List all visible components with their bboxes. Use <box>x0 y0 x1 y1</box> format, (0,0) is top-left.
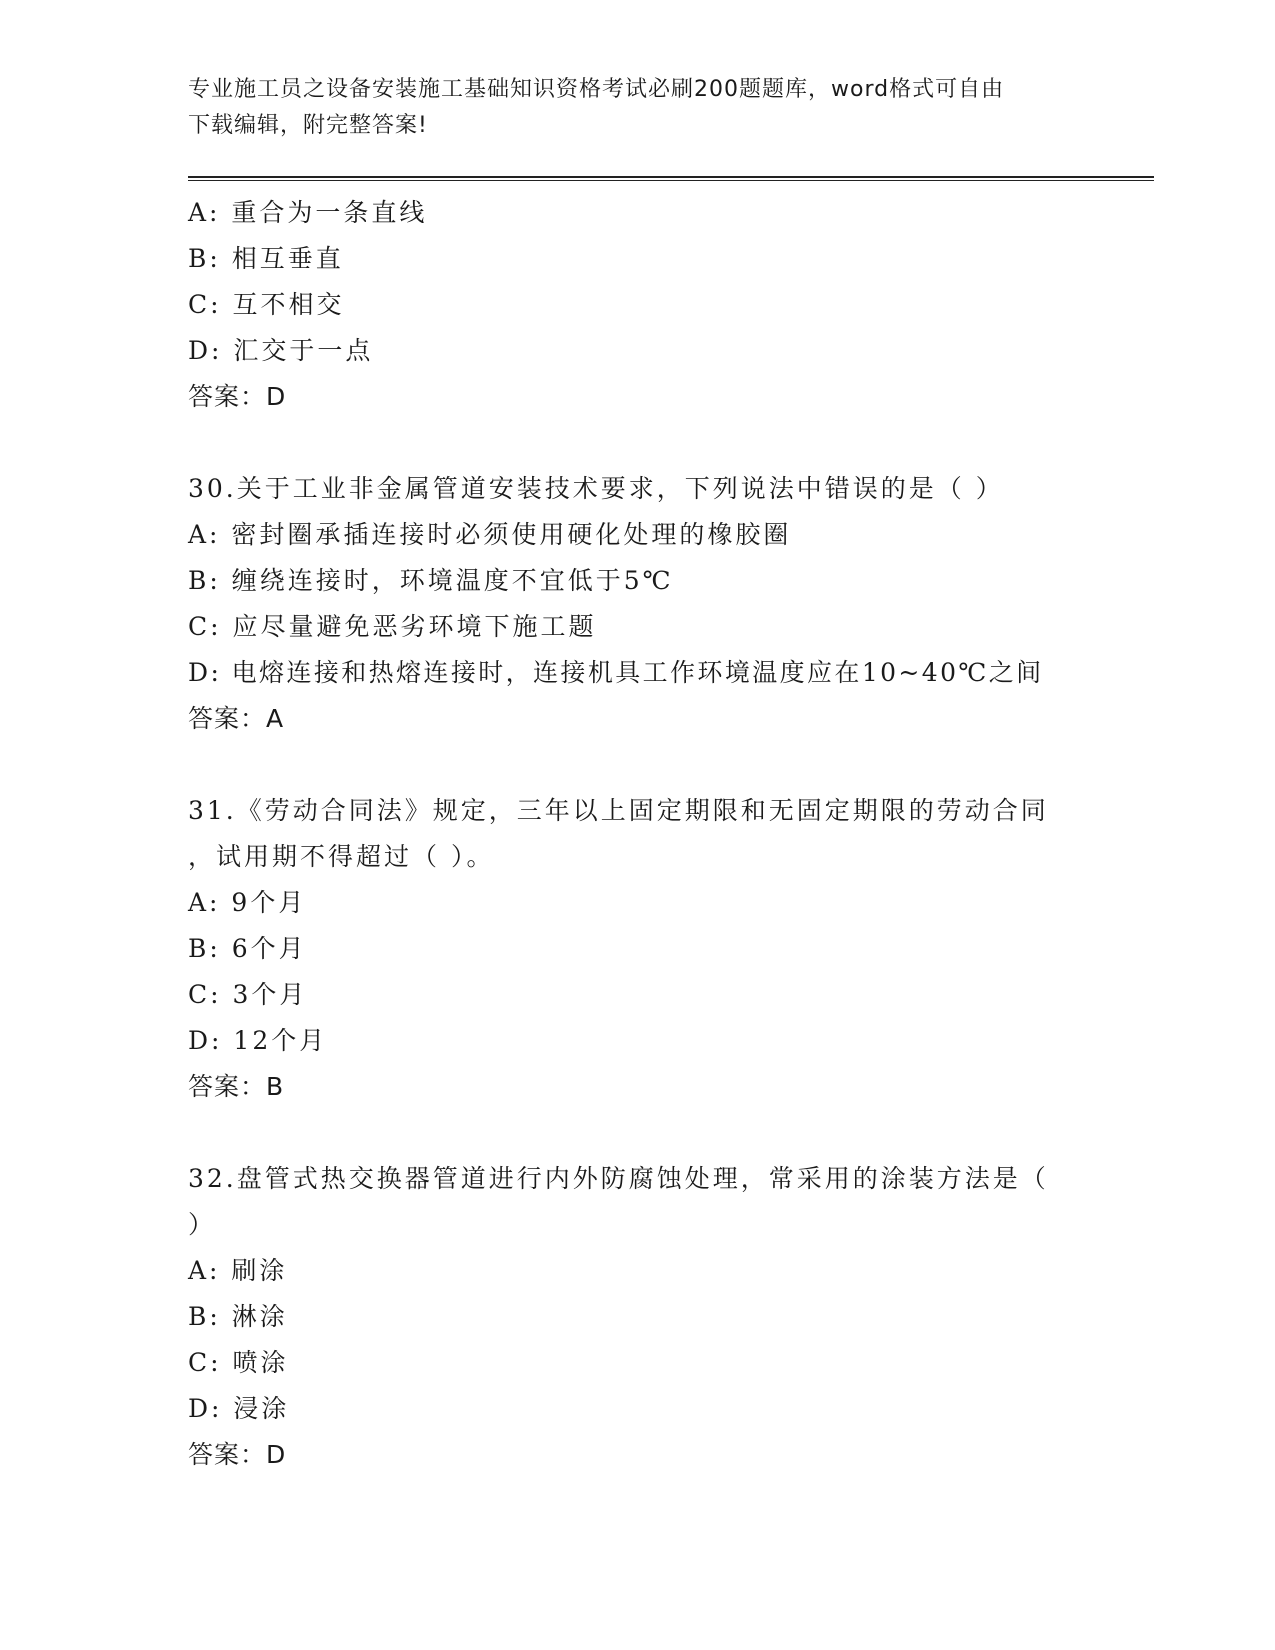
answer-line: 答案：B <box>188 1072 285 1101</box>
option-c: C: 3个月 <box>188 980 308 1009</box>
question-32 <box>188 1156 1088 1478</box>
option-b: B: 淋涂 <box>188 1302 288 1331</box>
question-stem: 31.《劳动合同法》规定，三年以上固定期限和无固定期限的劳动合同 <box>188 796 1049 825</box>
header-line-1: 专业施工员之设备安装施工基础知识资格考试必刷200题题库，word格式可自由 <box>188 77 1005 102</box>
header-line-2: 下载编辑，附完整答案! <box>188 113 428 138</box>
spacer <box>188 1110 1088 1156</box>
answer-line: 答案：D <box>188 382 287 411</box>
option-a: A: 密封圈承插连接时必须使用硬化处理的橡胶圈 <box>188 520 792 549</box>
question-stem-continued: ，试用期不得超过（ ）。 <box>188 842 495 871</box>
option-b: B: 6个月 <box>188 934 307 963</box>
answer-line: 答案：D <box>188 1440 287 1469</box>
option-a: A: 刷涂 <box>188 1256 288 1285</box>
option-b: B: 缠绕连接时，环境温度不宜低于5℃ <box>188 566 674 595</box>
spacer <box>188 420 1088 466</box>
question-stem: 32.盘管式热交换器管道进行内外防腐蚀处理，常采用的涂装方法是（ <box>188 1164 1049 1193</box>
option-b: B: 相互垂直 <box>188 244 344 273</box>
option-d: D: 12个月 <box>188 1026 328 1055</box>
option-c: C: 互不相交 <box>188 290 345 319</box>
option-c: C: 喷涂 <box>188 1348 289 1377</box>
question-stem-continued: ） <box>188 1210 217 1239</box>
question-stem: 30.关于工业非金属管道安装技术要求，下列说法中错误的是（ ） <box>188 474 1004 503</box>
option-d: D: 浸涂 <box>188 1394 290 1423</box>
option-c: C: 应尽量避免恶劣环境下施工题 <box>188 612 597 641</box>
question-31 <box>188 788 1088 1110</box>
question-list <box>188 190 1088 1478</box>
spacer <box>188 742 1088 788</box>
document-header <box>188 72 1088 144</box>
answer-line: 答案：A <box>188 704 285 733</box>
option-d: D: 汇交于一点 <box>188 336 374 365</box>
question-30 <box>188 466 1088 742</box>
option-a: A: 重合为一条直线 <box>188 198 428 227</box>
option-a: A: 9个月 <box>188 888 307 917</box>
header-divider <box>188 176 1154 181</box>
option-d: D: 电熔连接和热熔连接时，连接机具工作环境温度应在10~40℃之间 <box>188 658 1044 687</box>
question-29-continued <box>188 190 1088 420</box>
